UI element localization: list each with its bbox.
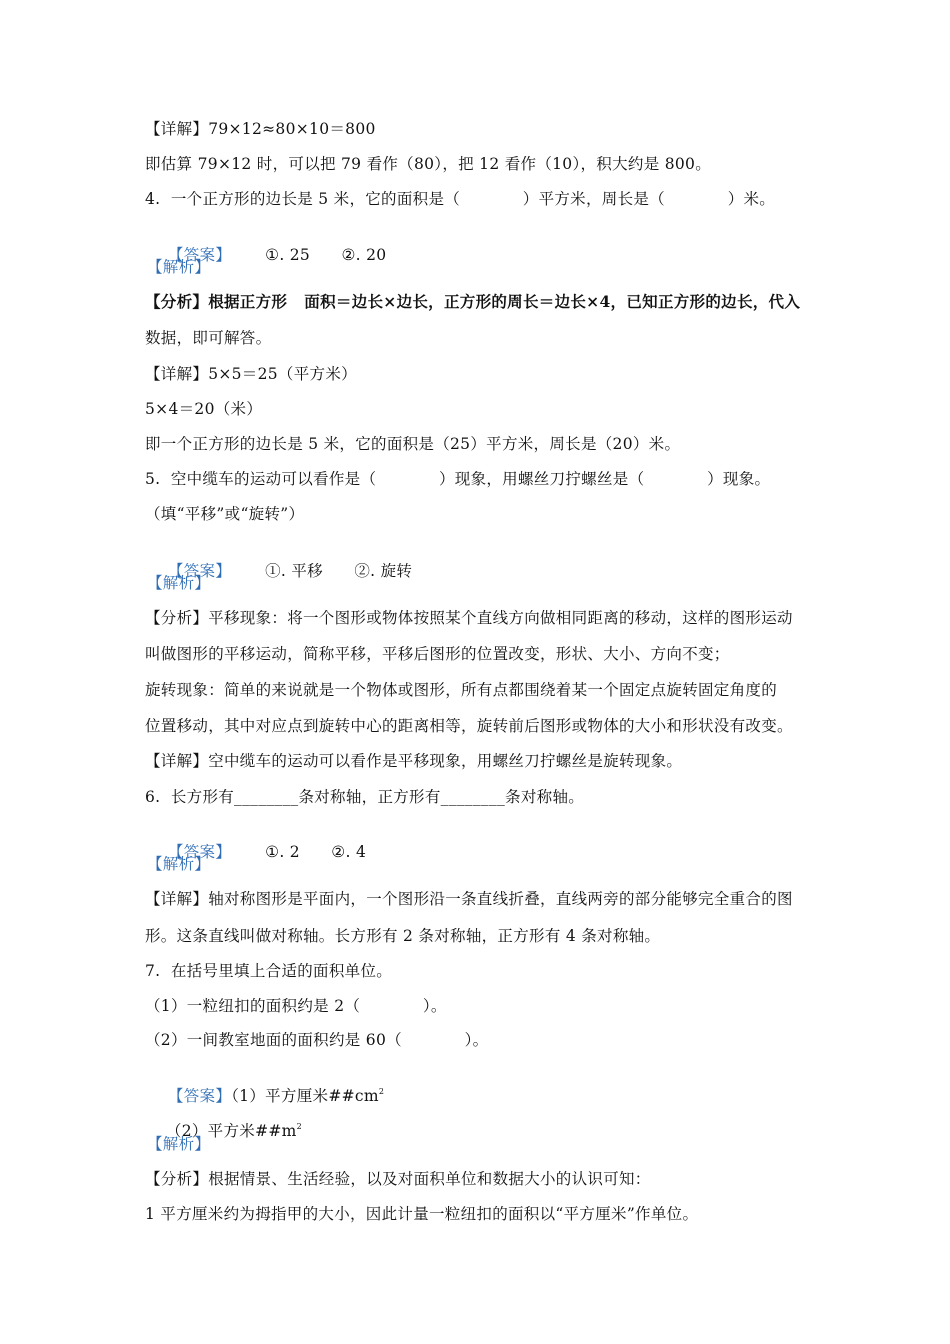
answer-values: ①. 25 ②. 20 [265, 246, 387, 264]
analysis-q5-rotation: 旋转现象：简单的来说就是一个物体或图形，所有点都围绕着某一个固定点旋转固定角度的 [145, 681, 778, 699]
question-5: 5. 空中缆车的运动可以看作是（ ）现象，用螺丝刀拧螺丝是（ ）现象。 [145, 470, 771, 488]
analysis-tag: 【解析】 [147, 1135, 211, 1153]
detail-q4: 【详解】5×5＝25（平方米） [145, 365, 357, 383]
analysis-q4: 【分析】根据正方形 面积＝边长×边长，正方形的周长＝边长×4，已知正方形的边长，代入 [145, 292, 801, 311]
superscript: 2 [378, 1087, 385, 1096]
answer-tag: 【答案】 [167, 562, 232, 580]
analysis-tag: 【解析】 [147, 258, 211, 276]
question-7: 7. 在括号里填上合适的面积单位。 [145, 962, 393, 980]
detail-line-q3: 【详解】79×12≈80×10＝800 [145, 120, 376, 138]
analysis-tag: 【解析】 [147, 574, 211, 592]
answer-tag: 【答案】 [167, 1087, 232, 1105]
answer-part1: （1）平方厘米##cm [231, 1087, 379, 1105]
analysis-tag: 【解析】 [147, 855, 211, 873]
analysis-q5-rotation-cont: 位置移动，其中对应点到旋转中心的距离相等，旋转前后图形或物体的大小和形状没有改变。 [145, 717, 793, 735]
answer-part2: （2）平方米##m [165, 1122, 297, 1140]
answer-values: ①. 2 ②. 4 [265, 843, 367, 861]
question-6: 6. 长方形有________条对称轴，正方形有________条对称轴。 [145, 788, 585, 806]
answer-tag: 【答案】 [167, 246, 232, 264]
answer-tag: 【答案】 [167, 843, 232, 861]
detail-q6: 【详解】轴对称图形是平面内，一个图形沿一条直线折叠，直线两旁的部分能够完全重合的图 [145, 890, 793, 908]
answer-values: ①. 平移 ②. 旋转 [265, 562, 413, 580]
detail-q5: 【详解】空中缆车的运动可以看作是平移现象，用螺丝刀拧螺丝是旋转现象。 [145, 752, 683, 770]
analysis-q5-translation: 【分析】平移现象：将一个图形或物体按照某个直线方向做相同距离的移动，这样的图形运动 [145, 609, 793, 627]
analysis-q4-cont: 数据，即可解答。 [145, 329, 272, 347]
analysis-q5-translation-cont: 叫做图形的平移运动，简称平移，平移后图形的位置改变，形状、大小、方向不变； [145, 645, 730, 663]
superscript: 2 [296, 1122, 303, 1131]
question-7-part2: （2）一间教室地面的面积约是 60（ ）。 [145, 1031, 489, 1049]
question-7-part1: （1）一粒纽扣的面积约是 2（ ）。 [145, 997, 447, 1015]
estimate-explanation: 即估算 79×12 时，可以把 79 看作（80），把 12 看作（10），积大约是 800。 [145, 155, 712, 173]
detail-q4-summary: 即一个正方形的边长是 5 米，它的面积是（25）平方米，周长是（20）米。 [145, 435, 681, 453]
analysis-q7: 【分析】根据情景、生活经验，以及对面积单位和数据大小的认识可知： [145, 1170, 651, 1188]
answer-row-q6 [147, 819, 366, 885]
detail-q4-perimeter: 5×4＝20（米） [145, 400, 263, 418]
detail-q6-cont: 形。这条直线叫做对称轴。长方形有 2 条对称轴，正方形有 4 条对称轴。 [145, 927, 661, 945]
analysis-q7-cont: 1 平方厘米约为拇指甲的大小，因此计量一粒纽扣的面积以“平方厘米”作单位。 [145, 1205, 699, 1223]
answer-row-q5 [147, 538, 412, 604]
question-5-hint: （填“平移”或“旋转”） [145, 505, 305, 523]
answer-row-q4 [147, 222, 386, 288]
question-4: 4. 一个正方形的边长是 5 米，它的面积是（ ）平方米，周长是（ ）米。 [145, 190, 776, 208]
